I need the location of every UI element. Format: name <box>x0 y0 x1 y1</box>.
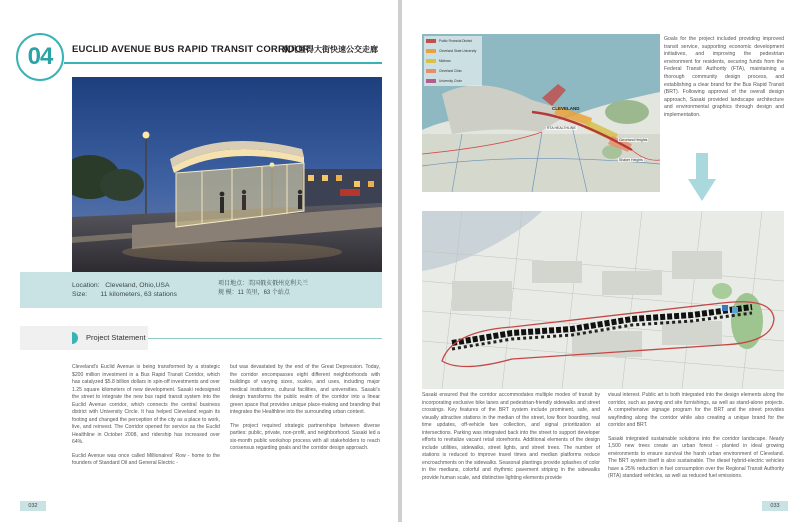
legend-label: Midtown <box>439 59 451 63</box>
page-number: 032 <box>20 501 46 511</box>
paragraph: visual interest. Public art is both integrated into the design elements along the corridor, such as paving and site furnishings, as well as stand-alone projects. A comprehensive signage program for the BRT and the street provides wayfinding along the corridor while also creating a unique brand for the corridor and BRT. <box>608 392 784 428</box>
map-label-city: CLEVELAND <box>552 106 580 111</box>
location-label: Location: <box>72 282 100 289</box>
paragraph: but was devastated by the end of the Great Depression. Today, the corridor encompasses eight different neighborhoods with buildings of varying sizes, scales, and uses, including major medical institutions, cultural facilities, and universities. Sasaki's design transforms the public realm of the corridor into a linear green space that provides unique place-making and branding that integrates the Healthline into the surrounding urban context. <box>230 364 380 415</box>
size-label: Size: <box>72 291 88 298</box>
legend-swatch <box>426 59 436 63</box>
page-number: 033 <box>762 501 788 511</box>
text-column-2 <box>230 364 380 459</box>
legend-label: Cleveland State University <box>439 49 477 53</box>
legend-label: Cleveland Clinic <box>439 69 462 73</box>
corridor-aerial-map <box>422 211 784 389</box>
location-cn: 项目地点：美国俄亥俄州克利夫兰 <box>218 281 309 287</box>
map-label-shaker: Shaker Heights <box>619 158 643 162</box>
station-photo <box>72 77 382 272</box>
regional-map <box>422 34 660 192</box>
chapter-badge <box>16 33 64 81</box>
chapter-number: 04 <box>27 43 53 70</box>
size-value: 11 kilometers, 63 stations <box>100 291 177 298</box>
section-heading: Project Statement <box>86 333 146 342</box>
map-label-heights: Cleveland Heights <box>619 138 648 142</box>
page-title: EUCLID AVENUE BUS RAPID TRANSIT CORRIDOR <box>72 44 310 55</box>
intro-text: Goals for the project included providing improved transit service, supporting economic development initiatives, and improving the pedestrian environment for residents, securing funds from the Federal Transit Authority (FTA), maintaining a thorough community design process, and establishing a clear brand for the Bus Rapid Transit (BRT). Following approval of the overall design approach, Sasaki provided landscape architecture and environmental graphics through design and implementation. <box>664 36 784 118</box>
size-row <box>72 290 177 299</box>
left-page <box>0 0 398 522</box>
right-page <box>402 0 800 522</box>
location-row <box>72 281 177 290</box>
legend-swatch <box>426 69 436 73</box>
legend-swatch <box>426 39 436 43</box>
legend-swatch <box>426 49 436 53</box>
legend-item <box>424 46 482 56</box>
legend-item <box>424 36 482 46</box>
project-info-english <box>72 281 177 299</box>
header-rule <box>64 62 382 64</box>
legend-item <box>424 66 482 76</box>
paragraph: Sasaki integrated sustainable solutions into the corridor landscape. Nearly 1,500 new trees create an urban forest - planted in ideal growing environments to ensure survival the harsh urban environment of Cleveland. The BRT system itself is also sustainable. The diesel hybrid-electric vehicles have a 25% reduction in fuel consumption over the Regional Transit Authority (RTA) standard vehicles, as well as reduced fuel emissions. <box>608 435 784 479</box>
text-column-2 <box>608 392 784 487</box>
paragraph: Euclid Avenue was once called Millionaires' Row - home to the founders of Standard Oil and General Electric - <box>72 452 220 466</box>
paragraph: Cleveland's Euclid Avenue is being transformed by a strategic $200 million investment in a Bus Rapid Transit Corridor, which has catalyzed $5.8 billion dollars in spin-off investments and over 1.25 square kilometers of new development. Sasaki redesigned the street to integrate the new bus rapid transit system into the Euclid Avenue corridor, which connects the central business district with University Circle. It has helped Cleveland regain its footing and changed the perception of the city as a place to work, live, and reinvest. The Corridor opened for service as the Euclid Healthline in October 2008, and ridership has increased over 64%. <box>72 364 220 445</box>
page-title-chinese: 欧几里得大街快速公交走廊 <box>282 45 378 54</box>
legend-item <box>424 56 482 66</box>
map-legend <box>424 36 482 86</box>
size-cn: 规 模：11 英里，63 个站点 <box>218 290 290 296</box>
project-info-chinese <box>218 280 308 298</box>
project-info-band <box>20 272 382 308</box>
location-value: Cleveland, Ohio,USA <box>105 282 170 289</box>
text-column-1 <box>72 364 220 474</box>
text-column-1 <box>422 392 600 488</box>
legend-swatch <box>426 79 436 83</box>
legend-label: University Circle <box>439 79 463 83</box>
legend-label: Public Financial District <box>439 39 472 43</box>
map-label-street: RTA HEALTHLINE <box>547 126 576 130</box>
down-arrow-icon <box>688 153 716 201</box>
legend-item <box>424 76 482 86</box>
paragraph: The project required strategic partnerships between diverse parties: public, private, non-profit, and neighborhood. Sasaki led a six-month public workshop process with all stakeholders to reach consensus regarding goals and the corridor design approach. <box>230 422 380 451</box>
paragraph: Sasaki ensured that the corridor accommodates multiple modes of transit by incorporating exclusive bike lanes and pedestrian-friendly sidewalks and street crossings. Key features of the BRT system include prominent, safe, and visually attractive stations in the median of the street, low floor boarding, real time updates, off-vehicle fare collection, and signal prioritization at intersections. Parking was integrated back into the street to support developer efforts to revitalize vacant retail storefronts. Additional elements of the design include utilities, sidewalks, street lights, and street trees. The number of stations is reduced to improve travel times and median platforms reduce encroachments on the sidewalks. Seasonal plantings provide splashes of color in the medians, colorful and rhythmic pavement striping in the sidewalks provide human scale, and distinctive lighting elements provide <box>422 392 600 481</box>
